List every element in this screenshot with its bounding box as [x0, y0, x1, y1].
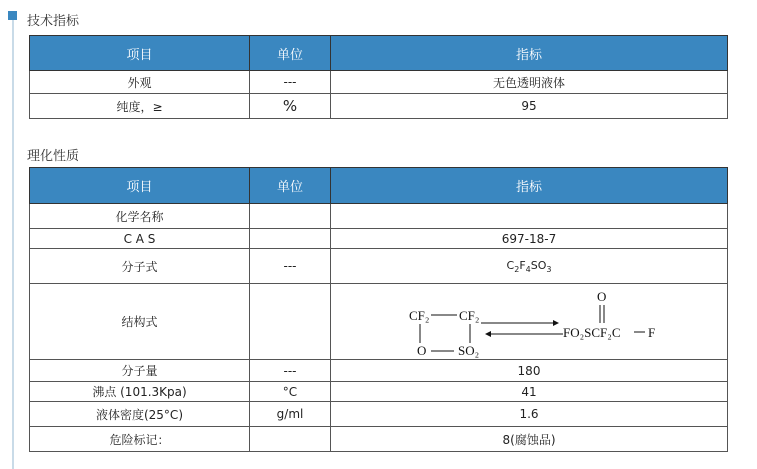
- table-row: [30, 94, 728, 119]
- cell: 41: [331, 382, 728, 402]
- cell: 无色透明液体: [331, 71, 728, 94]
- cell: 沸点 (101.3Kpa): [30, 382, 250, 402]
- section-guide-line: [12, 20, 14, 469]
- section-title-specs: 技术指标: [27, 14, 80, 29]
- atom: SO₂: [458, 342, 480, 358]
- cell: 180: [331, 360, 728, 382]
- cell: °C: [250, 382, 331, 402]
- f: 4: [525, 264, 531, 274]
- cell: ---: [250, 360, 331, 382]
- table-row: [30, 427, 728, 452]
- cell: [250, 204, 331, 229]
- header-unit: 单位: [250, 36, 331, 71]
- table-row: [30, 360, 728, 382]
- atom: F: [648, 324, 656, 340]
- cell: 液体密度(25°C): [30, 402, 250, 427]
- cell: C A S: [30, 229, 250, 249]
- cell: 化学名称: [30, 204, 250, 229]
- cell: [331, 204, 728, 229]
- cell: 结构式: [30, 284, 250, 360]
- cell: [250, 427, 331, 452]
- table-row: [30, 249, 728, 284]
- atom: O: [417, 342, 427, 358]
- table-row: [30, 229, 728, 249]
- cell: ---: [250, 249, 331, 284]
- cell: 分子量: [30, 360, 250, 382]
- atom: FO₂SCF₂C: [563, 324, 621, 340]
- arrowhead: [553, 320, 559, 326]
- cell: 8(腐蚀品): [331, 427, 728, 452]
- f: 3: [546, 264, 552, 274]
- cell: 95: [331, 94, 728, 119]
- arrowhead: [485, 331, 491, 337]
- section-title-properties: 理化性质: [27, 149, 80, 164]
- molecular-formula: [331, 249, 728, 284]
- atom: CF₂: [409, 307, 430, 323]
- cell: 外观: [30, 71, 250, 94]
- header-unit: 单位: [250, 168, 331, 204]
- section-marker-icon: [8, 11, 17, 20]
- f: SO: [530, 258, 547, 272]
- properties-table: [29, 167, 728, 452]
- f: 2: [514, 264, 520, 274]
- table-row: [30, 71, 728, 94]
- cell: 1.6: [331, 402, 728, 427]
- table-row: [30, 284, 728, 360]
- f: F: [519, 258, 526, 272]
- cell: ---: [250, 71, 331, 94]
- cell: 纯度，≥: [30, 94, 250, 119]
- table-row: [30, 382, 728, 402]
- specs-table: [29, 35, 728, 119]
- cell: [250, 284, 331, 360]
- cell: 697-18-7: [331, 229, 728, 249]
- table-header: [30, 168, 728, 204]
- atom: CF₂: [459, 307, 480, 323]
- header-item: 项目: [30, 36, 250, 71]
- header-spec: 指标: [331, 36, 728, 71]
- structure-formula: [331, 284, 728, 360]
- cell: %: [250, 94, 331, 119]
- cell: g/ml: [250, 402, 331, 427]
- table-row: [30, 204, 728, 229]
- atom: O: [597, 288, 607, 304]
- cell: 危险标记：: [30, 427, 250, 452]
- table-row: [30, 402, 728, 427]
- cell: [250, 229, 331, 249]
- table-header: [30, 36, 728, 71]
- cell: 分子式: [30, 249, 250, 284]
- header-item: 项目: [30, 168, 250, 204]
- f: C: [506, 258, 515, 272]
- header-spec: 指标: [331, 168, 728, 204]
- structure-diagram: [331, 285, 727, 359]
